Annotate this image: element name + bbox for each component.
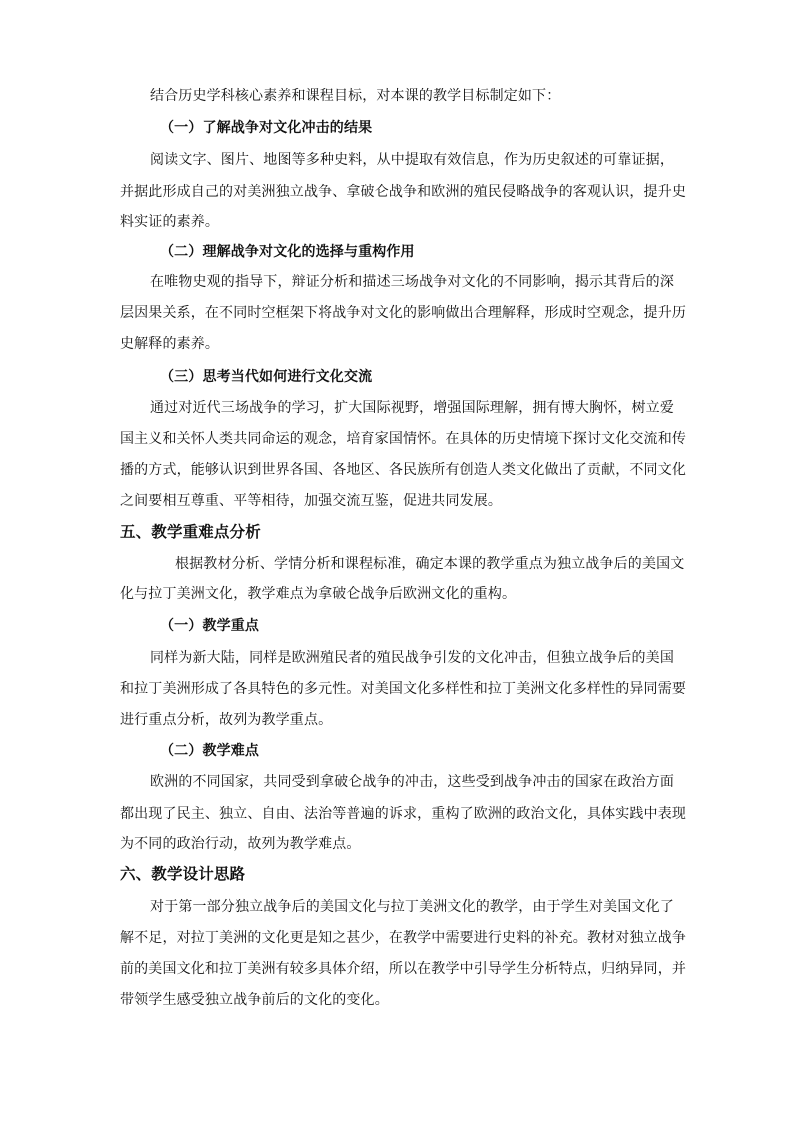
difficult-point-line: 欧洲的不同国家，共同受到拿破仑战争的冲击，这些受到战争冲击的国家在政治方面 xyxy=(150,774,674,790)
goal1-heading: （一）了解战争对文化冲击的结果 xyxy=(160,120,373,136)
section5-heading: 五、教学重难点分析 xyxy=(120,523,261,541)
goal2-line: 史解释的素养。 xyxy=(120,336,220,352)
goal2-line: 在唯物史观的指导下，辩证分析和描述三场战争对文化的不同影响，揭示其背后的深 xyxy=(150,274,674,290)
key-point-heading: （一）教学重点 xyxy=(160,618,260,634)
difficult-point-line: 都出现了民主、独立、自由、法治等普遍的诉求，重构了欧洲的政治文化，具体实践中表现 xyxy=(120,806,686,822)
goal3-line: 播的方式，能够认识到世界各国、各地区、各民族所有创造人类文化做出了贡献，不同文化 xyxy=(120,462,686,478)
section5-line: 化与拉丁美洲文化，教学难点为拿破仑战争后欧洲文化的重构。 xyxy=(120,586,517,602)
goal2-heading: （二）理解战争对文化的选择与重构作用 xyxy=(160,244,415,260)
goal3-line: 通过对近代三场战争的学习，扩大国际视野，增强国际理解，拥有博大胸怀，树立爱 xyxy=(150,400,674,416)
difficult-point-heading: （二）教学难点 xyxy=(160,743,260,759)
section6-line: 带领学生感受独立战争前后的文化的变化。 xyxy=(120,992,389,1008)
key-point-line: 同样为新大陆，同样是欧洲殖民者的殖民战争引发的文化冲击，但独立战争后的美国 xyxy=(150,650,674,666)
section6-line: 对于第一部分独立战争后的美国文化与拉丁美洲文化的教学，由于学生对美国文化了 xyxy=(150,899,674,915)
section6-line: 前的美国文化和拉丁美洲有较多具体介绍，所以在教学中引导学生分析特点，归纳异同，并 xyxy=(120,961,686,977)
goal2-line: 层因果关系，在不同时空框架下将战争对文化的影响做出合理解释，形成时空观念，提升历 xyxy=(120,305,686,321)
goal1-line: 料实证的素养。 xyxy=(120,214,220,230)
section6-line: 解不足，对拉丁美洲的文化更是知之甚少，在教学中需要进行史料的补充。教材对独立战争 xyxy=(120,930,686,946)
key-point-line: 进行重点分析，故列为教学重点。 xyxy=(120,712,333,728)
intro-paragraph: 结合历史学科核心素养和课程目标，对本课的教学目标制定如下： xyxy=(150,88,561,104)
goal1-line: 阅读文字、图片、地图等多种史料，从中提取有效信息，作为历史叙述的可靠证据， xyxy=(150,152,674,168)
section6-heading: 六、教学设计思路 xyxy=(120,865,246,883)
section5-line: 根据教材分析、学情分析和课程标准，确定本课的教学重点为独立战争后的美国文 xyxy=(175,556,685,572)
goal3-line: 之间要相互尊重、平等相待，加强交流互鉴，促进共同发展。 xyxy=(120,493,503,509)
goal1-line: 并据此形成自己的对美洲独立战争、拿破仑战争和欧洲的殖民侵略战争的客观认识，提升史 xyxy=(120,184,686,200)
key-point-line: 和拉丁美洲形成了各具特色的多元性。对美国文化多样性和拉丁美洲文化多样性的异同需要 xyxy=(120,681,686,697)
difficult-point-line: 为不同的政治行动，故列为教学难点。 xyxy=(120,836,361,852)
goal3-line: 国主义和关怀人类共同命运的观念，培育家国情怀。在具体的历史情境下探讨文化交流和传 xyxy=(120,431,686,447)
goal3-heading: （三）思考当代如何进行文化交流 xyxy=(160,369,373,385)
